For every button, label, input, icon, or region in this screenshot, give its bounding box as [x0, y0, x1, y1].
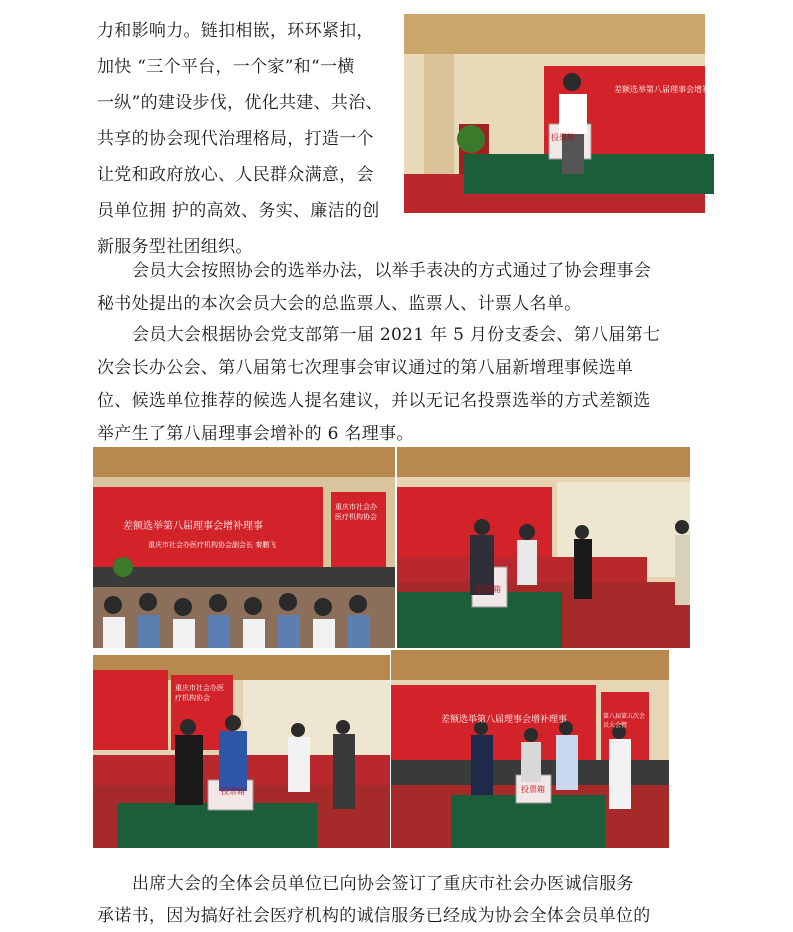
para2-line: 会员大会按照协会的选举办法，以举手表决的方式通过了协会理事会	[132, 261, 651, 281]
para2-line: 秘书处提出的本次会员大会的总监票人、监票人、计票人名单。	[97, 294, 582, 314]
intro-line: 让党和政府放心、人民群众满意，会	[97, 165, 374, 185]
para3-line: 次会长办公会、第八届第七次理事会审议通过的第八届新增理事候选单	[97, 358, 634, 378]
banner-text: 差额选举第八届理事会增补理事	[441, 715, 568, 725]
ballot-box-label: 投票箱	[477, 585, 501, 594]
side-panel-subtext: 第八届第五次会员大会暨	[603, 713, 646, 729]
para3-line: 举产生了第八届理事会增补的 6 名理事。	[97, 424, 414, 444]
photo-voting-top	[404, 14, 726, 213]
side-panel-text: 重庆市社会办医疗机构协会	[175, 684, 224, 702]
para3-line: 位、候选单位推荐的候选人提名建议，并以无记名投票选举的方式差额选	[97, 391, 651, 411]
intro-line: 新服务型社团组织。	[97, 237, 253, 257]
ballot-box-label: 投票箱	[551, 133, 575, 142]
photo-voting-group	[391, 650, 669, 848]
intro-line: 共享的协会现代治理格局，打造一个	[97, 129, 374, 149]
intro-line: 力和影响力。链扣相嵌，环环紧扣，	[97, 21, 374, 41]
photo-audience	[93, 447, 395, 648]
para3-line: 会员大会根据协会党支部第一届 2021 年 5 月份支委会、第八届第七	[132, 325, 661, 345]
ballot-box-label: 投票箱	[521, 785, 545, 794]
ballot-box-label: 投票箱	[221, 787, 245, 796]
intro-line: 一纵”的建设步伐，优化共建、共治、	[97, 93, 383, 113]
banner-subtext: 重庆市社会办医疗机构协会副会长 秦鹏飞	[148, 541, 277, 549]
intro-line: 加快 “三个平台，一个家”和“一横	[97, 57, 355, 77]
photo-voting-men	[93, 655, 390, 848]
para4-line: 承诺书，因为搞好社会医疗机构的诚信服务已经成为协会全体会员单位的	[97, 906, 651, 926]
intro-line: 员单位拥 护的高效、务实、廉洁的创	[97, 201, 380, 221]
para4-line: 出席大会的全体会员单位已向协会签订了重庆市社会办医诚信服务	[132, 874, 634, 894]
banner-text: 差额选举第八届理事会增补理事	[614, 85, 726, 94]
banner-text: 差额选举第八届理事会增补理事	[123, 521, 263, 532]
photo-voting-women	[397, 447, 690, 648]
side-panel-text: 重庆市社会办医疗机构协会	[335, 503, 377, 521]
